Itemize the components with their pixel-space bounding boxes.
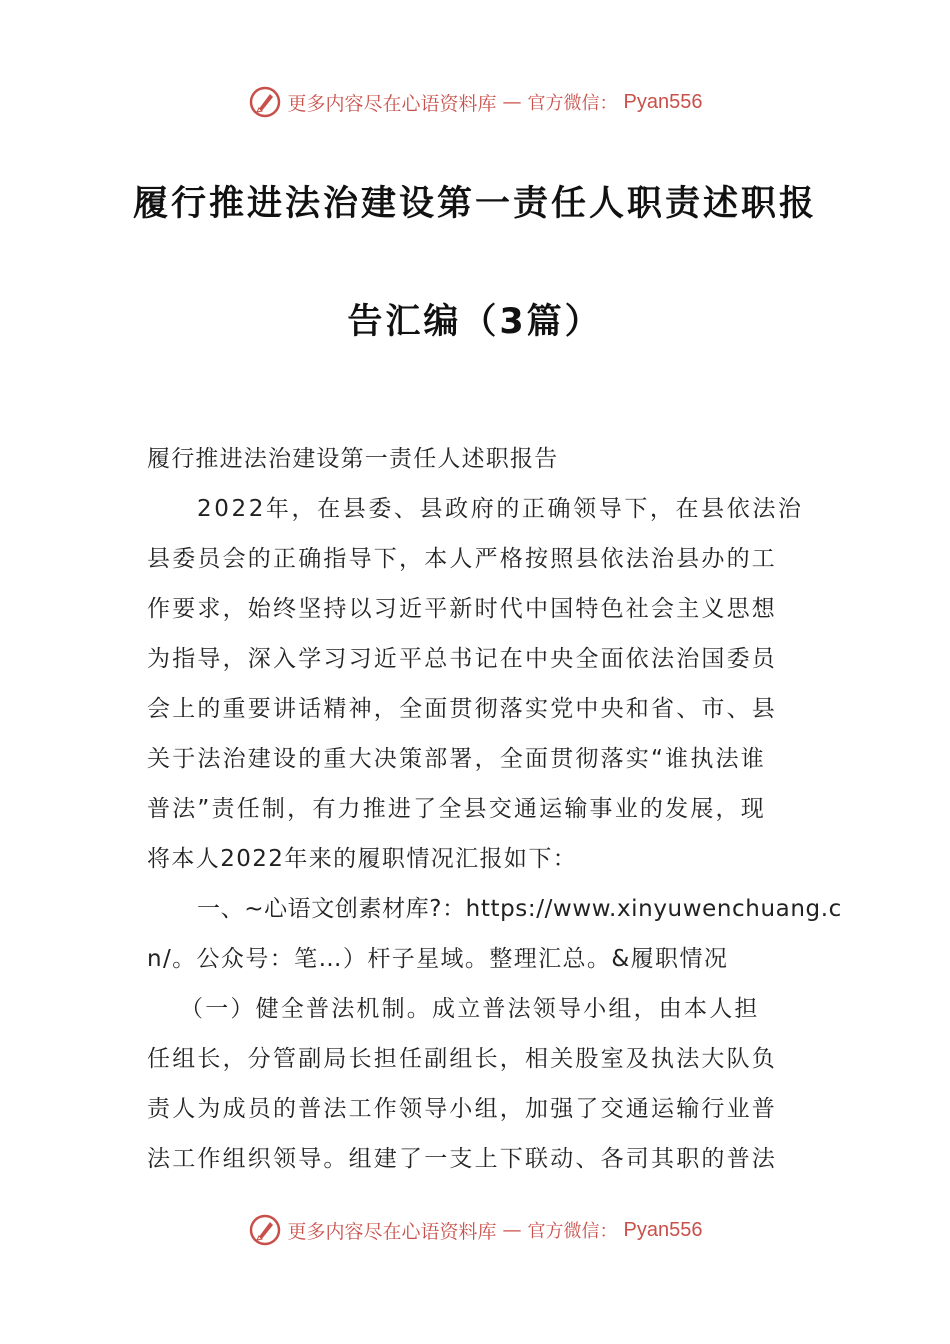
pen-circle-logo-icon <box>248 1213 282 1247</box>
watermark-footer <box>0 1208 950 1252</box>
paragraph-line: 责人为成员的普法工作领导小组，加强了交通运输行业普 <box>147 1096 777 1122</box>
paragraph-line: 将本人2022年来的履职情况汇报如下： <box>147 846 578 872</box>
paragraph-line: 县委员会的正确指导下，本人严格按照县依法治县办的工 <box>147 546 777 572</box>
paragraph-line: 关于法治建设的重大决策部署，全面贯彻落实“谁执法谁 <box>147 746 766 772</box>
paragraph-line: 会上的重要讲话精神，全面贯彻落实党中央和省、市、县 <box>147 696 777 722</box>
watermark-main-text: 更多内容尽在心语资料库 <box>287 92 497 115</box>
watermark-wechat-label: 官方微信： <box>527 93 618 114</box>
paragraph-line: 普法”责任制，有力推进了全县交通运输事业的发展，现 <box>147 796 766 822</box>
paragraph-line: 任组长，分管副局长担任副组长，相关股室及执法大队负 <box>147 1046 777 1072</box>
pen-circle-logo-icon <box>248 85 282 119</box>
paragraph-line: 2022年，在县委、县政府的正确领导下，在县依法治 <box>197 496 804 522</box>
paragraph-line: （一）健全普法机制。成立普法领导小组，由本人担 <box>180 996 760 1022</box>
document-title-line-1: 履行推进法治建设第一责任人职责述职报 <box>132 184 817 224</box>
watermark-header <box>0 80 950 124</box>
paragraph-line: 一、~心语文创素材库?：https://www.xinyuwenchuang.c <box>197 896 842 922</box>
watermark-wechat-id: Pyan556 <box>623 1218 703 1241</box>
watermark-wechat-label: 官方微信： <box>527 1221 618 1242</box>
watermark-dash: — <box>502 91 522 113</box>
watermark-wechat-id: Pyan556 <box>623 90 703 113</box>
report-subtitle: 履行推进法治建设第一责任人述职报告 <box>147 446 559 472</box>
paragraph-line: n/。公众号：笔…）杆子星域。整理汇总。&履职情况 <box>147 946 729 972</box>
paragraph-line: 法工作组织领导。组建了一支上下联动、各司其职的普法 <box>147 1146 777 1172</box>
paragraph-line: 为指导，深入学习习近平总书记在中央全面依法治国委员 <box>147 646 777 672</box>
watermark-dash: — <box>502 1219 522 1241</box>
paragraph-line: 作要求，始终坚持以习近平新时代中国特色社会主义思想 <box>147 596 777 622</box>
document-title-line-2: 告汇编（3篇） <box>347 302 603 342</box>
watermark-main-text: 更多内容尽在心语资料库 <box>287 1220 497 1243</box>
